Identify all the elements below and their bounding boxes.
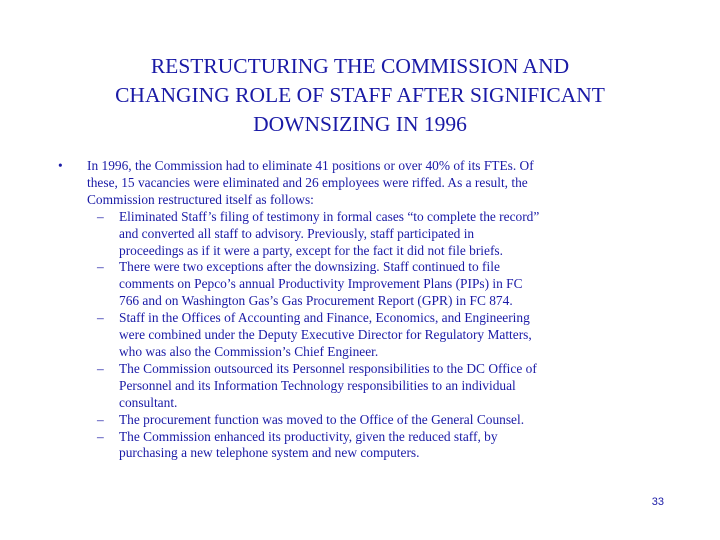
sub-item-exceptions	[97, 259, 720, 310]
slide-title	[40, 52, 680, 139]
slide-body	[0, 158, 720, 462]
bullet-line: In 1996, the Commission had to eliminate 41 positions or over 40% of its FTEs. Of	[87, 158, 534, 173]
sub-item-line: The procurement function was moved to the Office of the General Counsel.	[119, 411, 525, 427]
bullet-marker: •	[58, 158, 63, 173]
bullet-line: Commission restructured itself as follows:	[87, 191, 314, 207]
sub-item-outsourcing	[97, 360, 720, 412]
sub-item-line: The Commission enhanced its productivity, given the reduced staff, by	[119, 428, 498, 444]
sub-item-line: consultant.	[119, 394, 178, 410]
sub-item-line: purchasing a new telephone system and new computers.	[119, 445, 420, 461]
sub-item-line: There were two exceptions after the downsizing. Staff continued to file	[119, 259, 500, 275]
sub-item-productivity	[97, 428, 720, 463]
page-number: 33	[651, 496, 664, 508]
title-line-2: CHANGING ROLE OF STAFF AFTER SIGNIFICANT	[115, 83, 605, 107]
sub-item-line: The Commission outsourced its Personnel responsibilities to the DC Office of	[119, 360, 537, 376]
bullet-item	[0, 158, 720, 209]
sub-item-line: Eliminated Staff’s filing of testimony in formal cases “to complete the record”	[119, 208, 540, 224]
sub-item-line: 766 and on Washington Gas’s Gas Procurement Report (GPR) in FC 874.	[119, 293, 513, 309]
dash-marker: –	[97, 411, 104, 427]
sub-item-testimony	[97, 208, 720, 260]
dash-marker: –	[97, 310, 104, 326]
sub-item-line: and converted all staff to advisory. Previously, staff participated in	[119, 225, 475, 241]
dash-marker: –	[97, 428, 104, 444]
sub-item-line: proceedings as if it were a party, except for the fact it did not file briefs.	[119, 242, 503, 258]
sub-item-procurement	[97, 411, 720, 429]
sub-item-offices	[97, 310, 720, 361]
dash-marker: –	[97, 360, 104, 376]
sub-item-line: were combined under the Deputy Executive Director for Regulatory Matters,	[119, 327, 532, 343]
title-line-1: RESTRUCTURING THE COMMISSION AND	[150, 54, 570, 78]
sub-item-line: Staff in the Offices of Accounting and Finance, Economics, and Engineering	[119, 310, 530, 326]
title-line-3: DOWNSIZING IN 1996	[253, 112, 467, 136]
sub-item-line: comments on Pepco’s annual Productivity Improvement Plans (PIPs) in FC	[119, 276, 523, 292]
bullet-line: these, 15 vacancies were eliminated and 26 employees were riffed. As a result, the	[87, 174, 528, 190]
sub-item-line: who was also the Commission’s Chief Engineer.	[119, 343, 379, 359]
dash-marker: –	[97, 208, 104, 224]
bullet-text	[87, 158, 720, 209]
dash-marker: –	[97, 259, 104, 275]
sub-item-line: Personnel and its Information Technology responsibilities to an individual	[119, 377, 516, 393]
